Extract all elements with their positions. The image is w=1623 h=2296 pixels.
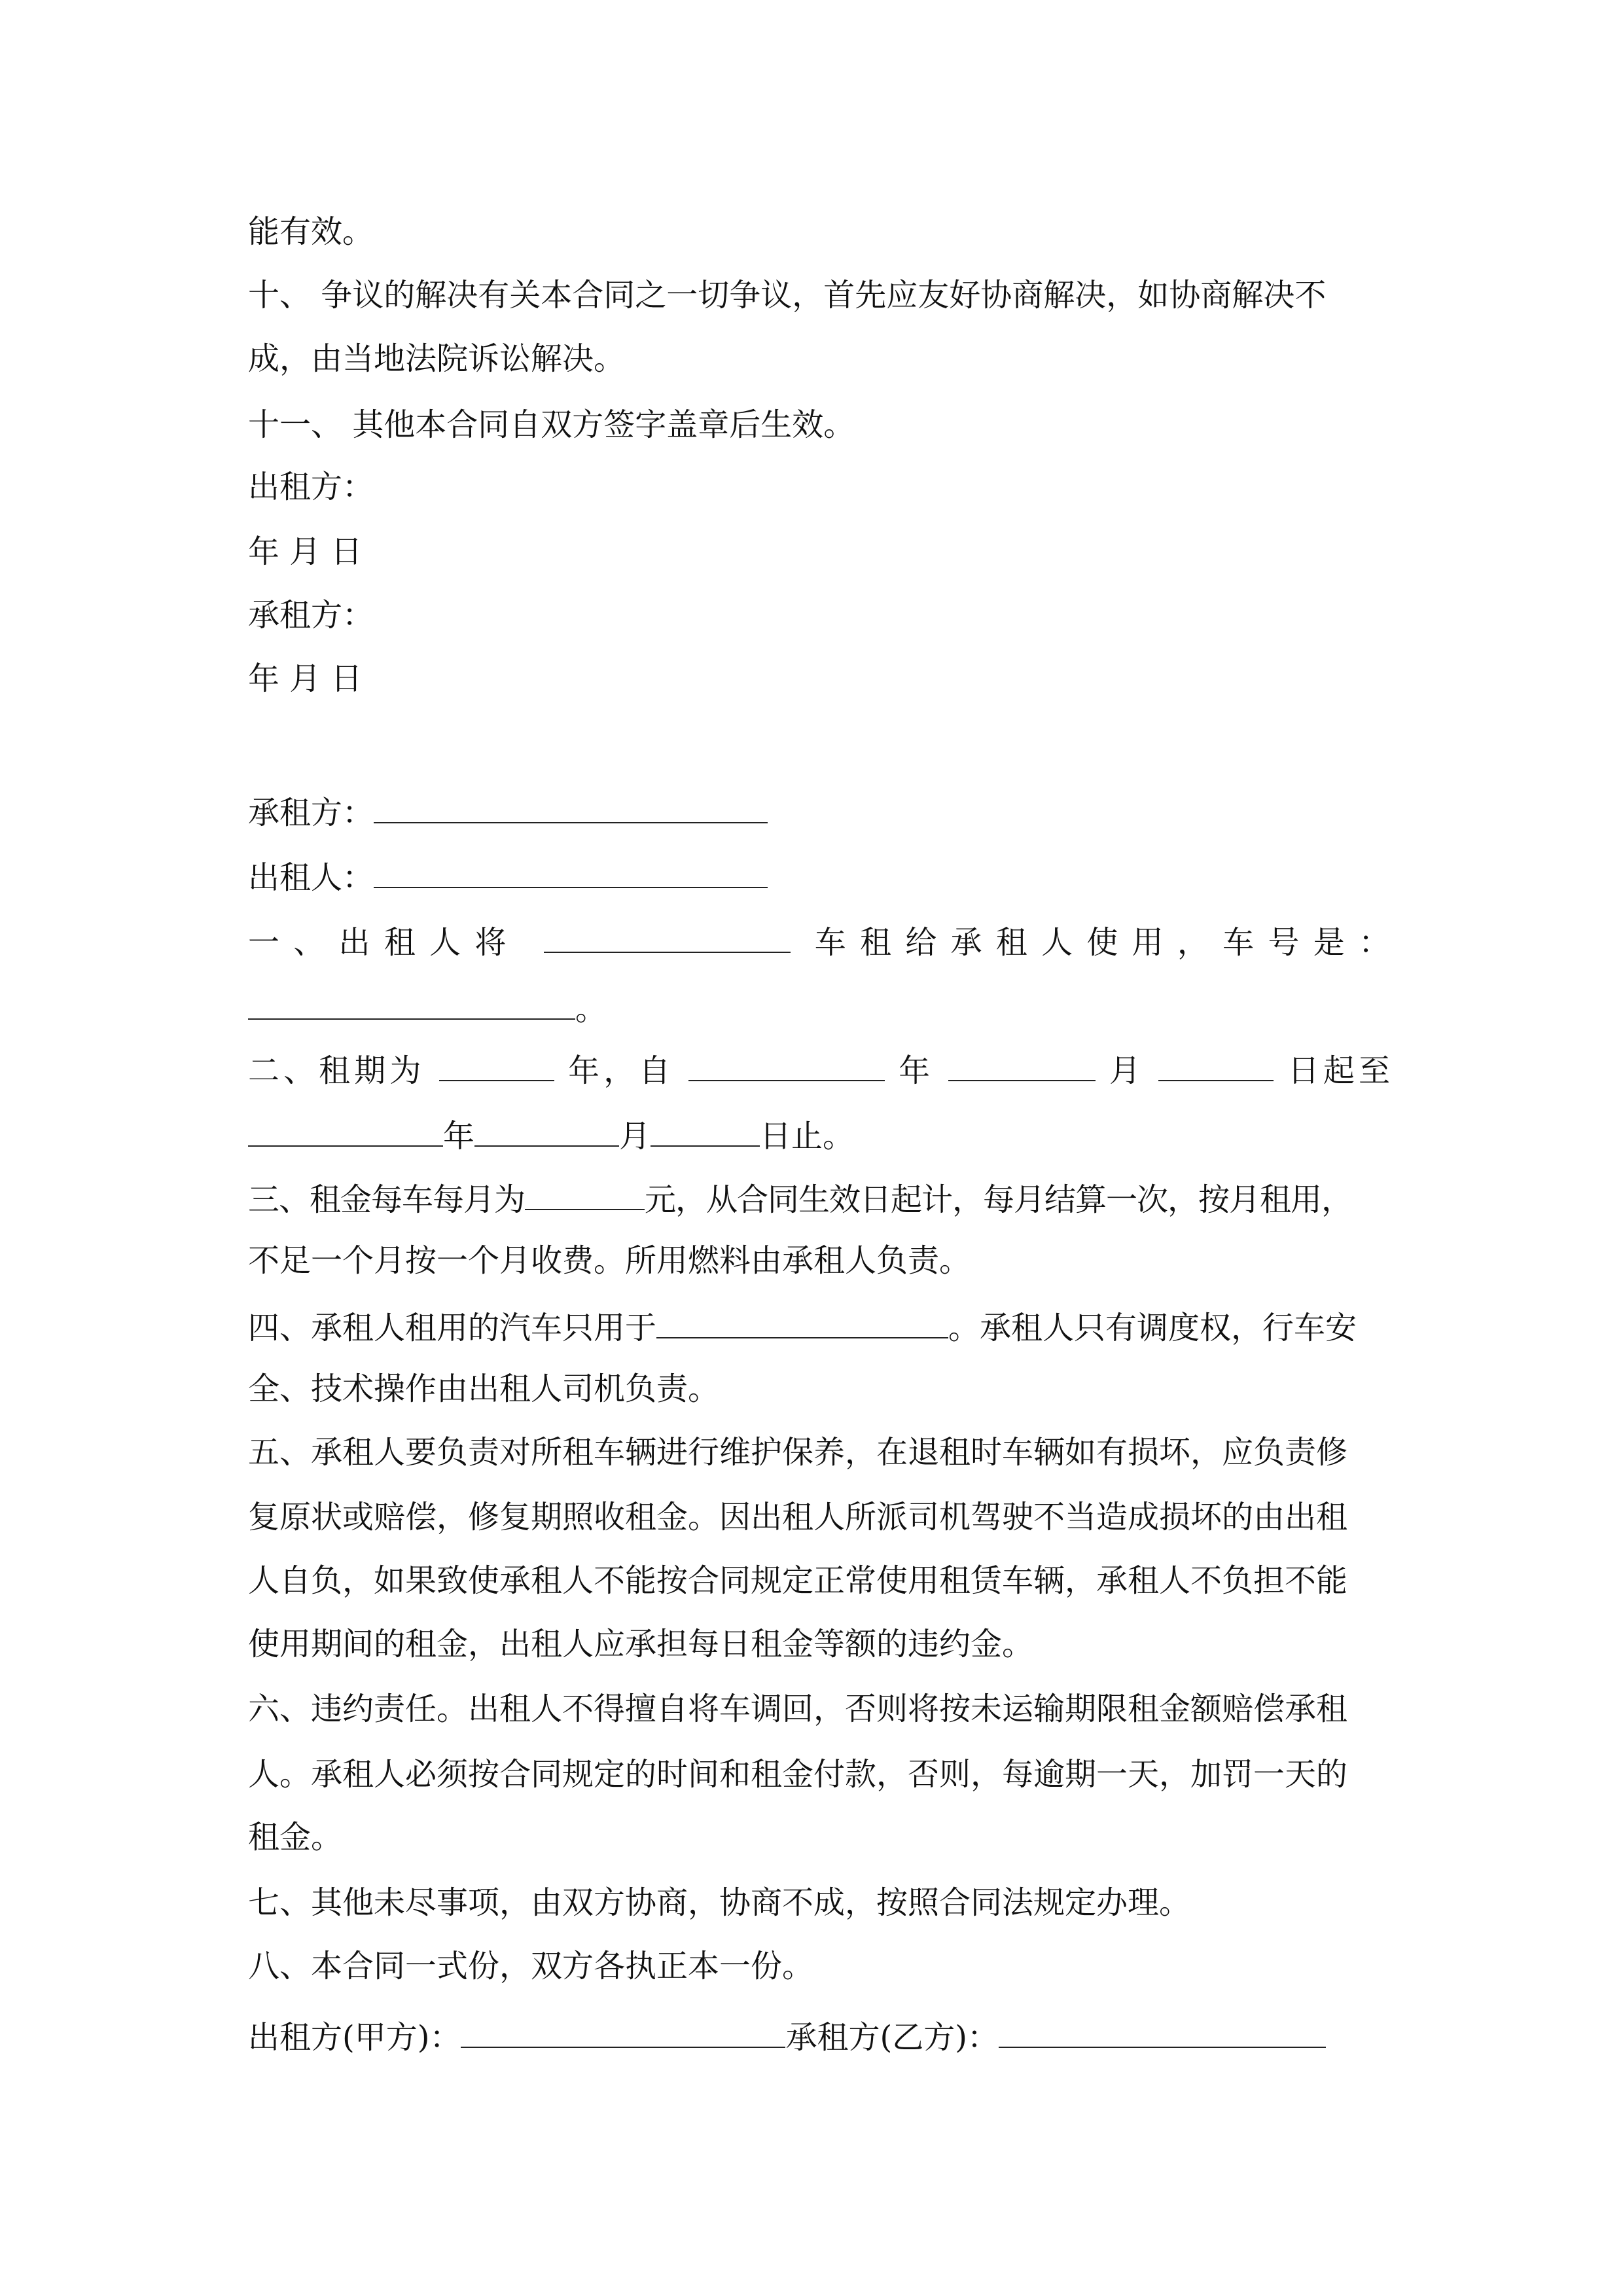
text: 年 (443, 1118, 475, 1155)
text-line: 人。承租人必须按合同规定的时间和租金付款，否则，每逾期一天，加罚一天的 (248, 1756, 1348, 1793)
years-blank[interactable] (439, 1047, 554, 1081)
lessor-label: 出租方： (248, 469, 374, 505)
party-b-signature-blank[interactable] (999, 2014, 1326, 2048)
text: 。 (575, 991, 607, 1028)
text-line: 租金。 (248, 1819, 343, 1856)
clause-4 (248, 1304, 1357, 1348)
lessor-label: 出租人： (248, 859, 374, 896)
clause-8: 八、本合同一式份，双方各执正本一份。 (248, 1948, 814, 1984)
clause-7: 七、其他未尽事项，由双方协商，协商不成，按照合同法规定办理。 (248, 1884, 1191, 1921)
text-line: 全、技术操作由出租人司机负责。 (248, 1371, 720, 1407)
text: 日止。 (760, 1118, 855, 1155)
signature-row (248, 2014, 1326, 2057)
text: 月 (619, 1118, 651, 1155)
clause-10: 十、 争议的解决有关本合同之一切争议，首先应友好协商解决，如协商解决不 (248, 277, 1327, 314)
text-line: 使用期间的租金，出租人应承担每日租金等额的违约金。 (248, 1626, 1034, 1662)
vehicle-blank[interactable] (544, 919, 791, 953)
start-day-blank[interactable] (1158, 1047, 1274, 1081)
text-line: 复原状或赔偿，修复期照收租金。因出租人所派司机驾驶不当造成损坏的由出租 (248, 1499, 1348, 1535)
usage-blank[interactable] (656, 1304, 948, 1338)
clause-1-cont (248, 986, 607, 1029)
clause-3 (248, 1176, 1352, 1219)
text: 。承租人只有调度权，行车安 (948, 1310, 1357, 1346)
lessee-label: 承租方： (248, 795, 374, 831)
party-b-label: 承租方(乙方)： (785, 2019, 999, 2056)
lessee-label: 承租方： (248, 597, 374, 634)
text: 一、出租人将 (248, 924, 520, 961)
end-day-blank[interactable] (651, 1113, 760, 1147)
text: 日起至 (1287, 1052, 1390, 1089)
text-line: 成，由当地法院诉讼解决。 (248, 340, 626, 377)
party-a-label: 出租方(甲方)： (248, 2019, 461, 2056)
rent-amount-blank[interactable] (525, 1176, 645, 1210)
clause-2-cont (248, 1113, 854, 1156)
text: 元，从合同生效日起计，每月结算一次，按月租用， (645, 1181, 1353, 1218)
text-line: 不足一个月按一个月收费。所用燃料由承租人负责。 (248, 1242, 971, 1279)
text: 月 (1109, 1052, 1145, 1089)
lessee-blank[interactable] (374, 789, 768, 823)
text: 年 (899, 1052, 935, 1089)
end-month-blank[interactable] (474, 1113, 619, 1147)
text: 年，自 (568, 1052, 675, 1089)
text: 三、租金每车每月为 (248, 1181, 526, 1218)
date-line: 年 月 日 (248, 533, 363, 570)
lessor-blank[interactable] (374, 854, 768, 888)
clause-11: 十一、 其他本合同自双方签字盖章后生效。 (248, 406, 855, 443)
clause-6: 六、违约责任。出租人不得擅自将车调回，否则将按未运输期限租金额赔偿承租 (248, 1691, 1348, 1727)
text: 二、租期为 (248, 1052, 425, 1089)
lessor-field-row (248, 854, 768, 897)
clause-5: 五、承租人要负责对所租车辆进行维护保养，在退租时车辆如有损坏，应负责修 (248, 1434, 1348, 1471)
text: 四、承租人租用的汽车只用于 (248, 1310, 657, 1346)
date-line: 年 月 日 (248, 660, 363, 697)
lessee-field-row (248, 789, 768, 833)
plate-number-blank[interactable] (248, 986, 575, 1020)
text-line: 人自负，如果致使承租人不能按合同规定正常使用租赁车辆，承租人不负担不能 (248, 1562, 1348, 1599)
text: 车租给承租人使用，车号是： (814, 924, 1390, 961)
start-month-blank[interactable] (948, 1047, 1096, 1081)
clause-2 (248, 1047, 1390, 1090)
clause-1 (248, 919, 1390, 962)
end-year-blank[interactable] (248, 1113, 443, 1147)
party-a-signature-blank[interactable] (461, 2014, 785, 2048)
start-year-blank[interactable] (688, 1047, 885, 1081)
text-line: 能有效。 (248, 213, 374, 250)
